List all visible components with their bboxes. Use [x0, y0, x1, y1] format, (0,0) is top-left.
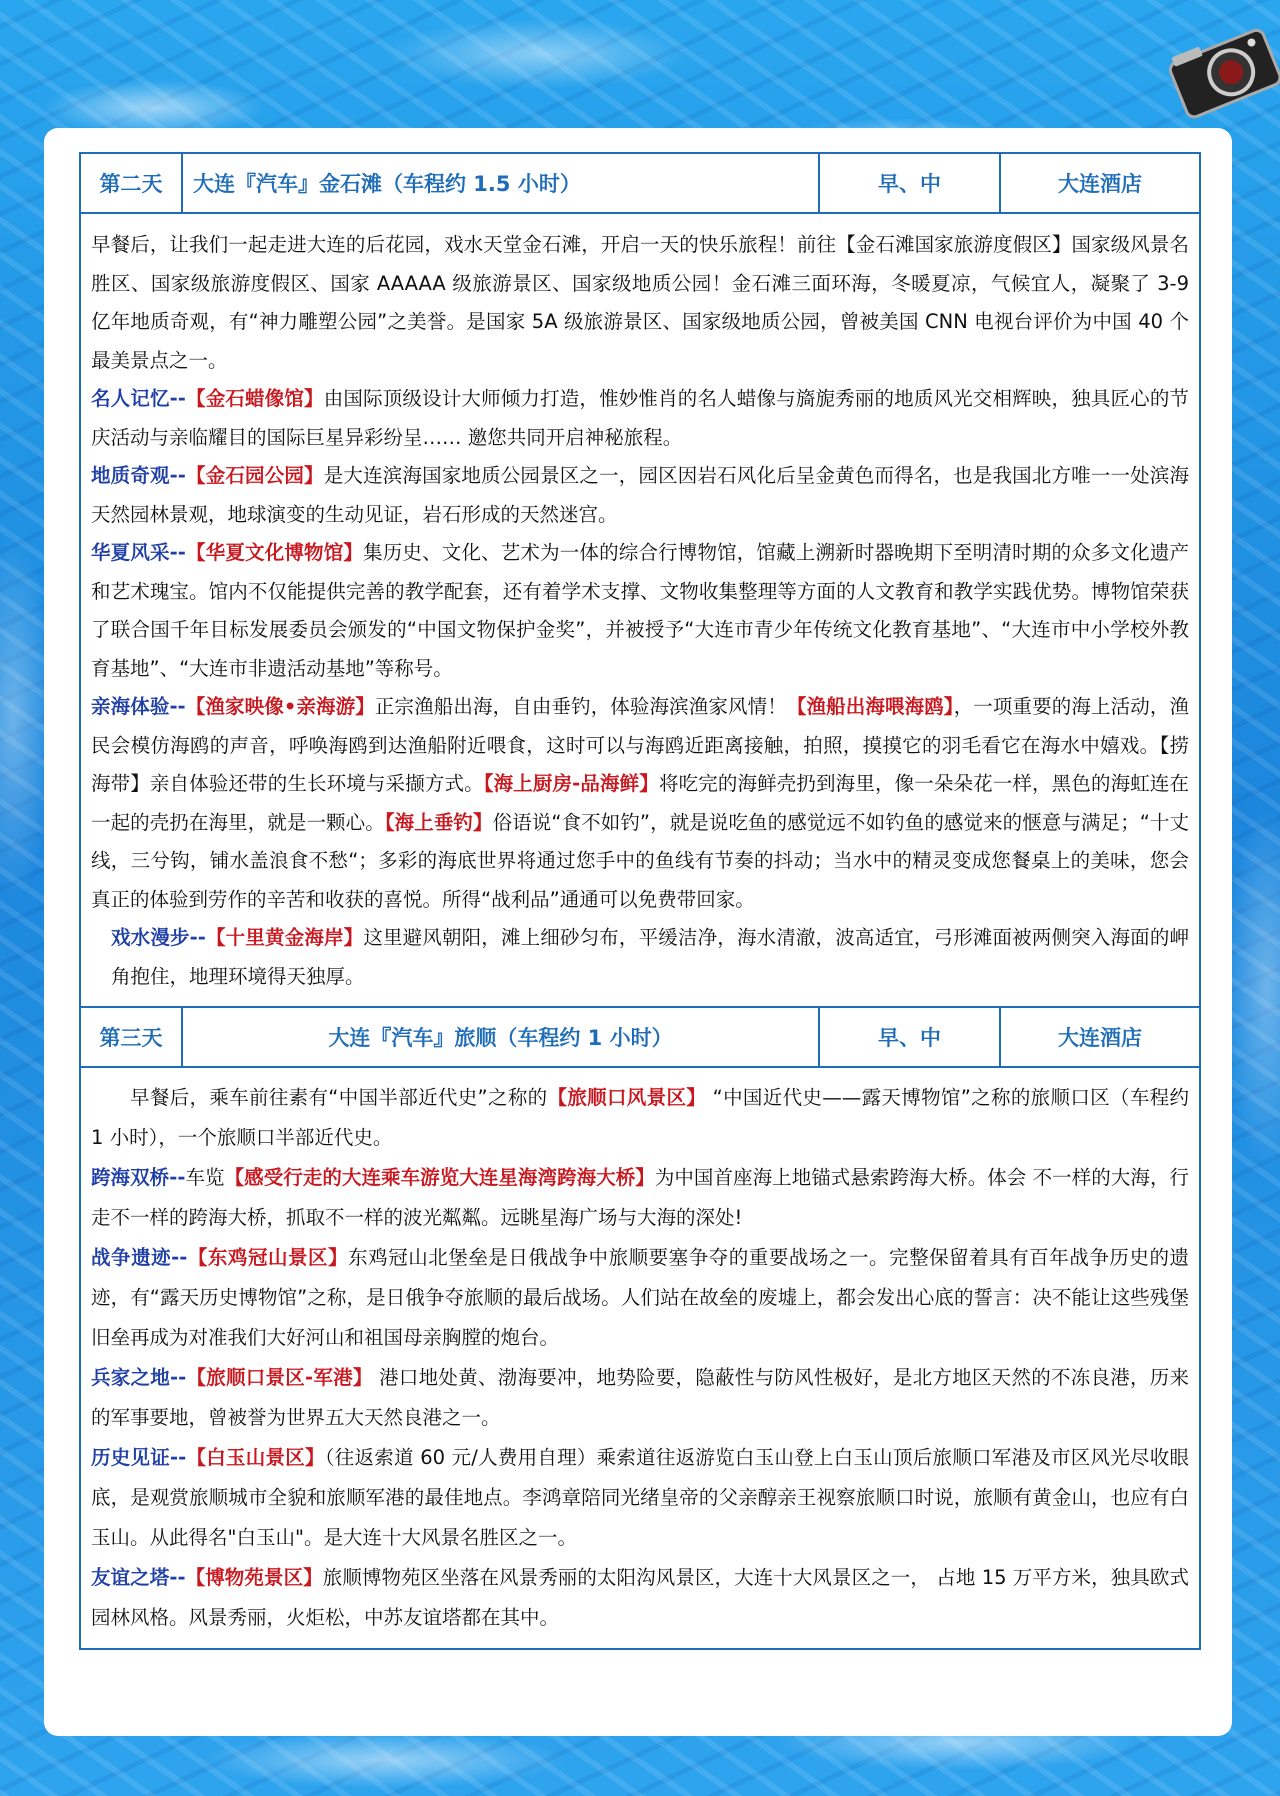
day2-p4-label: 亲海体验-- [91, 695, 186, 718]
day2-header-row [81, 154, 1199, 214]
day2-museum-paragraph [91, 534, 1189, 688]
day2-meals-cell: 早、中 [820, 154, 1001, 212]
day2-beach-paragraph [91, 919, 1189, 996]
day2-p5-spot: 【十里黄金海岸】 [205, 926, 364, 949]
day3-p1-pre: 车览 [185, 1166, 225, 1189]
day3-meals-cell: 早、中 [820, 1008, 1001, 1066]
day3-intro-spot: 【旅顺口风景区】 [547, 1086, 707, 1109]
day2-p4-spot4: 【海上垂钓】 [384, 810, 493, 834]
day3-p5-spot: 【博物苑景区】 [185, 1566, 323, 1589]
day2-p4-spot1: 【渔家映像•亲海游】 [185, 695, 375, 718]
day3-p2-label: 战争遗迹-- [91, 1246, 188, 1269]
day3-p4-text: （往返索道 60 元/人费用自理）乘索道往返游览白玉山登上白玉山顶后旅顺口军港及市区风光尽收眼底，是观赏旅顺城市全貌和旅顺军港的最佳地点。李鸿章陪同光绪皇帝的父亲醇亲王视察旅顺口时说，旅顺有黄金山，也应有白玉山。从此得名"白玉山"。是大连十大风景名胜区之一。 [91, 1446, 1190, 1549]
day3-day-cell: 第三天 [81, 1008, 183, 1066]
day2-p3-label: 华夏风采-- [91, 541, 186, 564]
day2-p1-spot: 【金石蜡像馆】 [185, 387, 324, 410]
day2-description [81, 214, 1199, 1008]
day2-p2-spot: 【金石园公园】 [185, 464, 324, 487]
day2-p1-text: 由国际顶级设计大师倾力打造，惟妙惟肖的名人蜡像与旖旎秀丽的地质风光交相辉映，独具匠心的节庆活动与亲临耀目的国际巨星异彩纷呈…… 邀您共同开启神秘旅程。 [91, 387, 1189, 449]
day2-p3-spot: 【华夏文化博物馆】 [185, 541, 364, 564]
day3-hotel-cell: 大连酒店 [1058, 1026, 1142, 1050]
day3-p4-label: 历史见证-- [91, 1446, 187, 1469]
day2-p3-text: 集历史、文化、艺术为一体的综合行博物馆，馆藏上溯新时器晚期下至明清时期的众多文化遗产和艺术瑰宝。馆内不仅能提供完善的教学配套，还有着学术支撑、文物收集整理等方面的人文教育和教学实践优势。博物馆荣获了联合国千年目标发展委员会颁发的“中国文物保护金奖”，并被授予“大连市青少年传统文化教育基地”、“大连市中小学校外教育基地”、“大连市非遗活动基地”等称号。 [91, 541, 1189, 680]
day3-intro-text1: 早餐后，乘车前往素有“中国半部近代史”之称的 [130, 1086, 548, 1109]
day3-p2-spot: 【东鸡冠山景区】 [187, 1246, 349, 1269]
day2-p2-label: 地质奇观-- [91, 464, 186, 487]
day2-p4-text1: 正宗渔船出海，自由垂钓，体验海滨渔家风情！ [374, 695, 787, 718]
day2-hotel-cell: 大连酒店 [1058, 172, 1142, 196]
day3-friendship-paragraph [91, 1558, 1189, 1638]
day2-geology-paragraph [91, 457, 1189, 534]
camera-icon [1160, 6, 1280, 126]
day2-p4-spot2: 【渔船出海喂海鸥】 [786, 695, 954, 718]
day3-description [81, 1068, 1199, 1648]
day3-p3-spot: 【旅顺口景区-军港】 [186, 1366, 373, 1389]
day3-header-row [81, 1008, 1199, 1068]
day2-p4-text4: 俗语说“食不如钓”，就是说吃鱼的感觉远不如钓鱼的感觉来的惬意与满足；“十丈线，三兮钩，铺水盖浪食不愁“；多彩的海底世界将通过您手中的鱼线有节奏的抖动；当水中的精灵变成您餐桌上的美味，您会真正的体验到劳作的辛苦和收获的喜悦。所得“战利品”通通可以免费带回家。 [91, 810, 1189, 911]
day2-p4-text2: ，一项重要的海上活动，渔民会模仿海鸥的声音，呼唤海鸥到达渔船附近喂食，这时可以与海鸥近距离接触，拍照，摸摸它的羽毛看它在海水中嬉戏。【捞海带】亲自体验还带的生长环境与采撷方式。 [91, 695, 1189, 795]
day2-sea-experience-paragraph [91, 688, 1189, 919]
day3-war-relic-paragraph [91, 1238, 1189, 1358]
day3-p1-spot: 【感受行走的大连乘车游览大连星海湾跨海大桥】 [224, 1166, 655, 1189]
day3-p1-text: 为中国首座海上地锚式悬索跨海大桥。体会 不一样的大海，行走不一样的跨海大桥，抓取不一样的波光粼粼。远眺星海广场与大海的深处! [91, 1166, 1189, 1229]
day2-intro: 早餐后，让我们一起走进大连的后花园，戏水天堂金石滩，开启一天的快乐旅程！前往【金石滩国家旅游度假区】国家级风景名胜区、国家级旅游度假区、国家 AAAAA 级旅游景区、国家级地质公园！金石滩三面环海，冬暖夏凉，气候宜人，凝聚了 3-9 亿年地质奇观，有“神力雕塑公园”之美誉。是国家 5A 级旅游景区、国家级地质公园，曾被美国 CNN 电视台评价为中国 40 个最美景点之一。 [91, 233, 1189, 372]
day3-route-cell: 大连『汽车』旅顺（车程约 1 小时） [183, 1008, 820, 1066]
day2-p4-text3: 将吃完的海鲜壳扔到海里，像一朵朵花一样，黑色的海虹连在一起的壳扔在海里，就是一颗心。 [91, 772, 1189, 834]
day3-p1-label: 跨海双桥-- [91, 1166, 186, 1189]
day2-wax-museum-paragraph [91, 380, 1189, 457]
day2-route-cell: 大连『汽车』金石滩（车程约 1.5 小时） [183, 154, 820, 212]
itinerary-page [44, 128, 1232, 1736]
day2-p2-text: 是大连滨海国家地质公园景区之一，园区因岩石风化后呈金黄色而得名，也是我国北方唯一一处滨海天然园林景观，地球演变的生动见证，岩石形成的天然迷宫。 [91, 464, 1189, 526]
day3-bridge-paragraph [91, 1158, 1189, 1238]
day3-baiyu-paragraph [91, 1438, 1189, 1558]
day2-day-cell: 第二天 [81, 154, 183, 212]
day3-port-paragraph [91, 1358, 1189, 1438]
day3-p3-text: 港口地处黄、渤海要冲，地势险要，隐蔽性与防风性极好，是北方地区天然的不冻良港，历来的军事要地，曾被誉为世界五大天然良港之一。 [91, 1366, 1190, 1429]
day3-intro-text2: “中国近代史——露天博物馆”之称的旅顺口区（车程约 1 小时），一个旅顺口半部近代史。 [91, 1086, 1189, 1149]
day3-p3-label: 兵家之地-- [91, 1366, 187, 1389]
day3-p4-spot: 【白玉山景区】 [186, 1446, 325, 1469]
day3-intro [91, 1078, 1189, 1158]
day2-p5-text: 这里避风朝阳，滩上细砂匀布，平缓洁净，海水清澈，波高适宜，弓形滩面被两侧突入海面的岬角抱住，地理环境得天独厚。 [111, 926, 1189, 988]
day3-p5-text: 旅顺博物苑区坐落在风景秀丽的太阳沟风景区，大连十大风景区之一， 占地 15 万平方米，独具欧式园林风格。风景秀丽，火炬松，中苏友谊塔都在其中。 [91, 1566, 1189, 1629]
day3-p2-text: 东鸡冠山北堡垒是日俄战争中旅顺要塞争夺的重要战场之一。完整保留着具有百年战争历史的遗迹，有“露天历史博物馆”之称，是日俄争夺旅顺的最后战场。人们站在故垒的废墟上，都会发出心底的誓言：决不能让这些残堡旧垒再成为对准我们大好河山和祖国母亲胸膛的炮台。 [91, 1246, 1189, 1349]
day2-p5-label: 戏水漫步-- [111, 926, 206, 949]
itinerary-table [79, 152, 1201, 1650]
day2-p4-spot3: 【海上厨房-品海鲜】 [483, 772, 659, 795]
day3-p5-label: 友谊之塔-- [91, 1566, 186, 1589]
day2-p1-label: 名人记忆-- [91, 387, 186, 410]
